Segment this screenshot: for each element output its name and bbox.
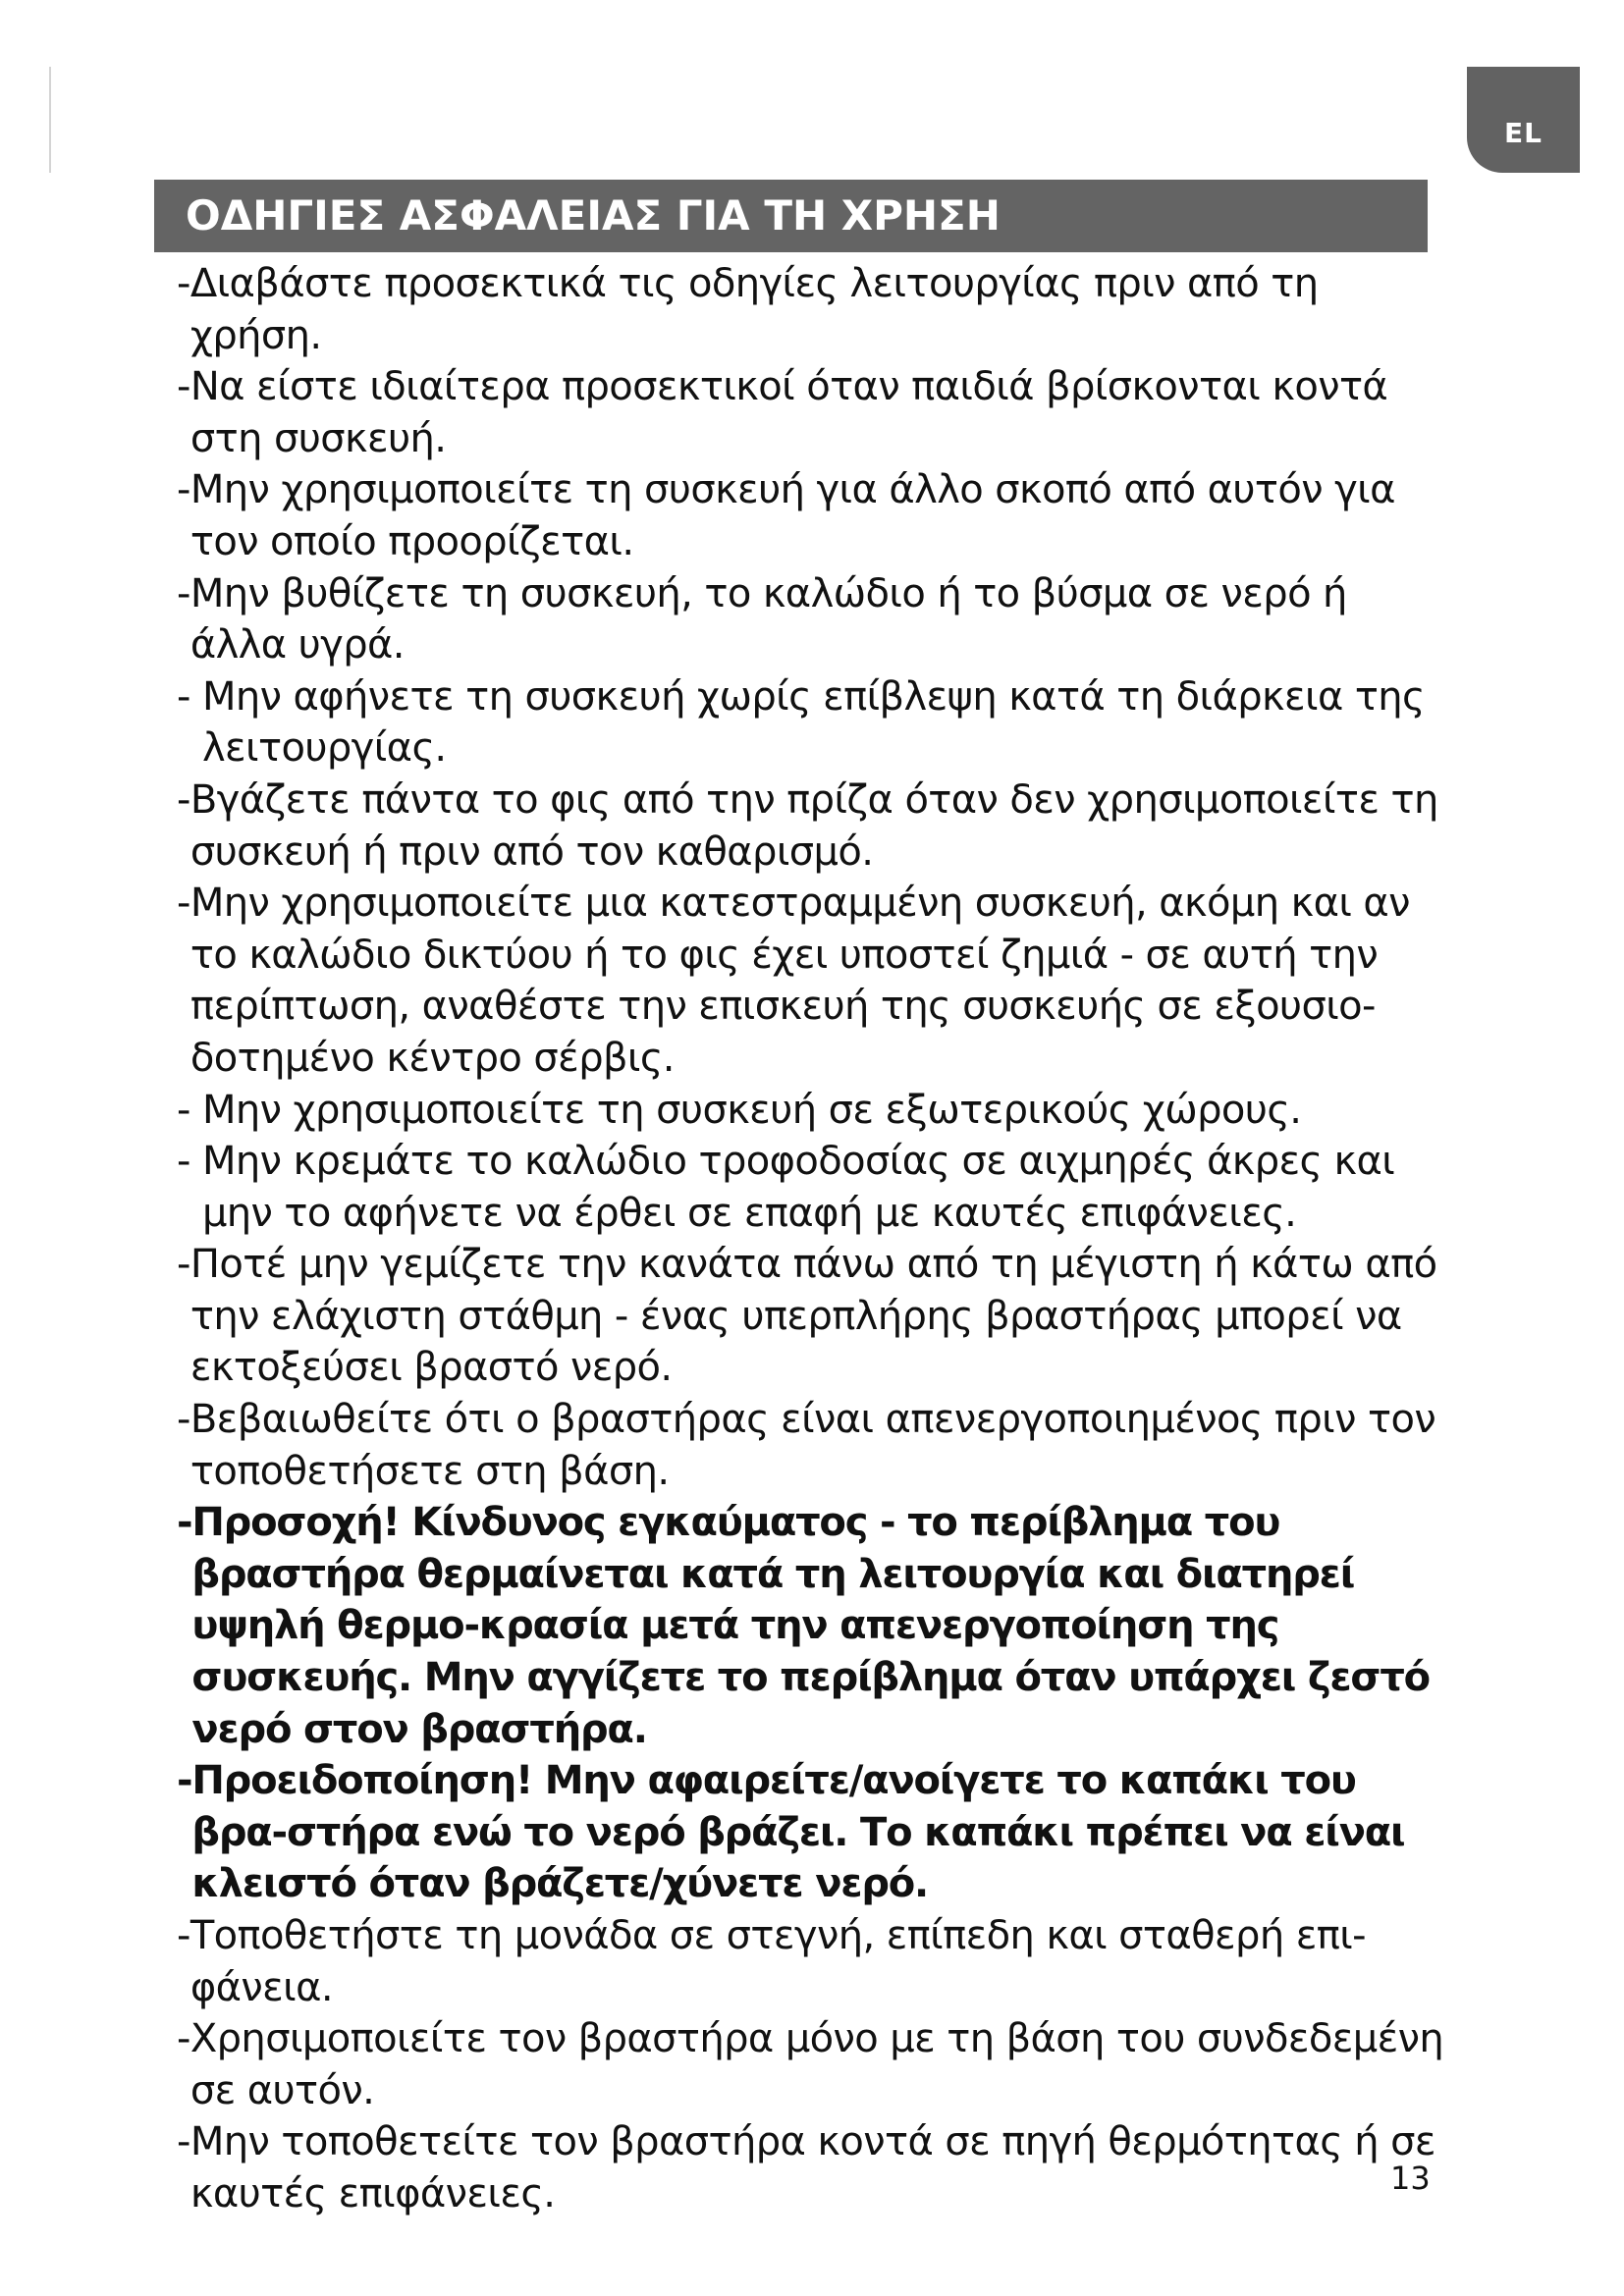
- item-text: Μην χρησιμοποιείτε τη συσκευή για άλλο σκοπό από αυτόν για τον οποίο προορίζεται.: [189, 467, 1395, 564]
- safety-instructions-list: [177, 258, 1453, 2220]
- list-item: [177, 464, 1453, 567]
- item-text: Μην χρησιμοποιείτε μια κατεστραμμένη συσκευή, ακόμη και αν το καλώδιο δικτύου ή το φις έχει υποστεί ζημιά - σε αυτή την περίπτωση, αναθέστε την επισκευή της συσκευής σε εξουσιο-δοτημένο κέντρο σέρβις.: [189, 881, 1410, 1081]
- item-dash: -: [177, 1139, 202, 1185]
- list-item: [177, 1136, 1453, 1239]
- item-text: Μην τοποθετείτε τον βραστήρα κοντά σε πηγή θερμότητας ή σε καυτές επιφάνειες.: [189, 2119, 1435, 2216]
- item-dash: -: [177, 1758, 192, 1804]
- language-tab-label: EL: [1504, 117, 1543, 149]
- item-dash: -: [177, 2016, 190, 2062]
- language-tab: [1467, 67, 1580, 173]
- item-text: Μην χρησιμοποιείτε τη συσκευή σε εξωτερικούς χώρους.: [201, 1087, 1302, 1133]
- item-dash: -: [177, 261, 190, 306]
- section-title: ΟΔΗΓΙΕΣ ΑΣΦΑΛΕΙΑΣ ΓΙΑ ΤΗ ΧΡΗΣΗ: [186, 191, 1001, 240]
- item-text: Μην κρεμάτε το καλώδιο τροφοδοσίας σε αιχμηρές άκρες και μην το αφήνετε να έρθει σε επαφή με καυτές επιφάνειες.: [201, 1139, 1395, 1236]
- item-dash: -: [177, 570, 190, 616]
- list-item: [177, 1085, 1453, 1137]
- item-text: Να είστε ιδιαίτερα προσεκτικοί όταν παιδιά βρίσκονται κοντά στη συσκευή.: [189, 364, 1388, 461]
- item-text: Χρησιμοποιείτε τον βραστήρα μόνο με τη βάση του συνδεδεμένη σε αυτόν.: [189, 2016, 1444, 2113]
- item-dash: -: [177, 776, 190, 823]
- item-dash: -: [177, 1242, 190, 1288]
- item-dash: -: [177, 364, 190, 410]
- item-text: Βεβαιωθείτε ότι ο βραστήρας είναι απενεργοποιημένος πριν τον τοποθετήσετε στη βάση.: [189, 1397, 1436, 1494]
- item-dash: -: [177, 881, 190, 927]
- page-number: 13: [1390, 2160, 1431, 2197]
- list-item: [177, 1394, 1453, 1497]
- item-text: Μην βυθίζετε τη συσκευή, το καλώδιο ή το βύσμα σε νερό ή άλλα υγρά.: [189, 570, 1347, 668]
- item-text: Ποτέ μην γεμίζετε την κανάτα πάνω από τη μέγιστη ή κάτω από την ελάχιστη στάθμη - ένας υπερπλήρης βραστήρας μπορεί να εκτοξεύσει βραστό νερό.: [189, 1242, 1437, 1391]
- item-text: Βγάζετε πάντα το φις από την πρίζα όταν δεν χρησιμοποιείτε τη συσκευή ή πριν από τον καθαρισμό.: [189, 776, 1438, 875]
- item-dash: -: [177, 1913, 190, 1958]
- list-item: [177, 258, 1453, 361]
- list-item: [177, 1755, 1453, 1910]
- list-item: [177, 671, 1453, 774]
- list-item: [177, 2013, 1453, 2116]
- item-dash: -: [177, 1397, 190, 1443]
- section-header: [154, 180, 1428, 252]
- list-item: [177, 1497, 1453, 1755]
- list-item: [177, 774, 1453, 878]
- item-text: Μην αφήνετε τη συσκευή χωρίς επίβλεψη κατά τη διάρκεια της λειτουργίας.: [201, 673, 1425, 772]
- item-dash: -: [177, 2119, 190, 2165]
- list-item: [177, 1910, 1453, 2013]
- list-item: [177, 1239, 1453, 1394]
- item-dash: -: [177, 467, 190, 513]
- item-text: Τοποθετήστε τη μονάδα σε στεγνή, επίπεδη και σταθερή επι-φάνεια.: [189, 1913, 1366, 2010]
- item-text: Προειδοποίηση! Μην αφαιρείτε/ανοίγετε το καπάκι του βρα-στήρα ενώ το νερό βράζει. Το καπάκι πρέπει να είναι κλειστό όταν βράζετε/χύνετε νερό.: [191, 1758, 1405, 1907]
- list-item: [177, 878, 1453, 1084]
- list-item: [177, 568, 1453, 671]
- list-item: [177, 2116, 1453, 2219]
- item-dash: -: [177, 673, 202, 720]
- item-text: Διαβάστε προσεκτικά τις οδηγίες λειτουργίας πριν από τη χρήση.: [189, 261, 1319, 358]
- item-text: Προσοχή! Κίνδυνος εγκαύματος - το περίβλημα του βραστήρα θερμαίνεται κατά τη λειτουργία και διατηρεί υψηλή θερμο-κρασία μετά την απενεργοποίηση της συσκευής. Μην αγγίζετε το περίβλημα όταν υπάρχει ζεστό νερό στον βραστήρα.: [191, 1500, 1430, 1752]
- item-dash: -: [177, 1500, 192, 1546]
- page-edge-line: [49, 67, 51, 173]
- item-dash: -: [177, 1087, 202, 1133]
- list-item: [177, 361, 1453, 464]
